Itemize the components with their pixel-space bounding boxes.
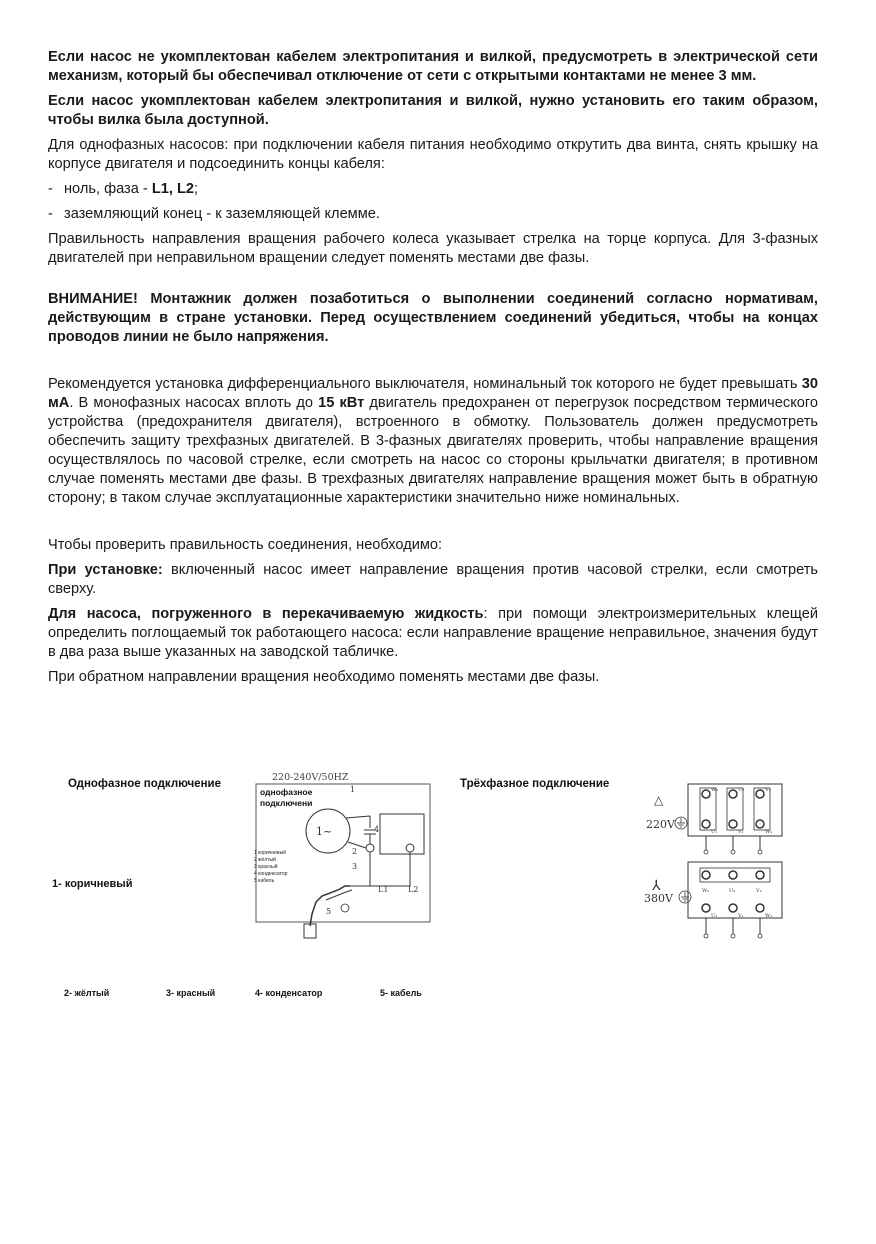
list-item-ground: - заземляющий конец - к заземляющей клемме. [48,206,380,222]
three-phase-title: Трёхфазное подключение [460,778,610,790]
diagram-title-2: подключени [260,798,313,808]
svg-text:V₁: V₁ [738,913,744,919]
wiring-figure [0,760,876,1020]
legend-red: 3- красный [166,988,216,998]
svg-text:U₂: U₂ [729,888,736,894]
document-body [48,48,818,693]
para-submerged: Для насоса, погруженного в перекачиваемую жидкость: при помощи электроизмерительных клещей определить поглощаемый ток работающего насоса: если направление вращение неправильное, значения будут в два раза выше указанных на заводской табличке. [48,606,818,660]
terminal-box [380,814,424,854]
svg-text:W₂: W₂ [702,888,710,894]
svg-text:L1: L1 [378,885,389,894]
svg-text:5: 5 [326,907,332,916]
para-breaker: Рекомендуется установка дифференциального выключателя, номинальный ток которого не будет превышать 30 мА. В монофазных насосах вплоть до 15 кВт двигатель предохранен от перегрузок посредством термического устройства (предохранителя двигателя), встроенного в обмотку. Пользователь должен предусмотреть обеспечить защиту трехфазных двигателей. В 3-фазных двигателях проверить, чтобы направление вращения осуществлялось по часовой стрелке, если смотреть на насос со стороны крыльчатки двигателя; в противном случае поменять местами две фазы. В трехфазных двигателях направление вращения может быть в обратную сторону; в таком случае эксплуатационные характеристики значительно ниже номинальных. [48,376,818,506]
warning-text: ВНИМАНИЕ! Монтажник должен позаботиться о выполнении соединений согласно нормативам, действующим в стране установки. Перед осуществлением соединений убедиться, чтобы на концах проводов линии не было напряжения. [48,291,818,345]
svg-text:5 кабель: 5 кабель [254,878,275,884]
svg-text:L2: L2 [408,885,419,894]
ground-icon [678,890,692,904]
ground-symbol [341,904,349,912]
svg-text:V₂: V₂ [765,787,771,793]
svg-text:2: 2 [352,847,358,856]
list-item-phase: - ноль, фаза - L1, L2; [48,181,199,197]
svg-text:3 красный: 3 красный [254,864,278,870]
svg-text:4 конденсатор: 4 конденсатор [254,871,288,877]
plug [304,924,316,938]
svg-text:W₂: W₂ [711,787,719,793]
delta-symbol: △ [654,793,664,807]
para-with-cable: Если насос укомплектован кабелем электропитания и вилкой, нужно установить его таким образом, чтобы вилка была доступной. [48,93,818,128]
ground-icon [674,816,688,830]
svg-text:U₁: U₁ [711,913,718,919]
legend-cable: 5- кабель [380,988,422,998]
single-phase-diagram [250,768,440,943]
svg-text:1: 1 [350,785,356,794]
svg-text:U₁: U₁ [711,829,718,835]
motor-ac-symbol: 1~ [316,825,333,838]
para-rotation: Правильность направления вращения рабочего колеса указывает стрелка на торце корпуса. Для 3-фазных двигателей при неправильном вращении следует поменять местами две фазы. [48,231,818,266]
cable-path [310,886,350,926]
diagram-title-1: однофазное [260,787,313,797]
para-install: При установке: включенный насос имеет направление вращения против часовой стрелки, если смотреть сверху. [48,562,818,597]
svg-text:U₂: U₂ [738,787,745,793]
legend-yellow: 2- жёлтый [64,988,110,998]
star-symbol: ⅄ [652,878,661,894]
legend-capacitor: 4- конденсатор [255,988,323,998]
svg-text:2 жёлтый: 2 жёлтый [254,857,276,863]
star-voltage: 380V [644,892,673,905]
para-reverse: При обратном направлении вращения необходимо поменять местами две фазы. [48,669,600,685]
delta-voltage: 220V [646,818,675,831]
svg-text:V₂: V₂ [756,888,762,894]
svg-text:W₁: W₁ [765,913,773,919]
svg-text:W₁: W₁ [765,829,773,835]
voltage-label: 220-240V/50HZ [272,772,349,783]
para-check: Чтобы проверить правильность соединения, необходимо: [48,537,443,553]
svg-text:3: 3 [352,862,358,871]
single-phase-title: Однофазное подключение [68,778,221,790]
para-no-cable: Если насос не укомплектован кабелем электропитания и вилкой, предусмотреть в электрической сети механизм, который бы обеспечивал отключение от сети с открытыми контактами не менее 3 мм. [48,49,818,84]
svg-text:4: 4 [374,825,380,834]
legend-brown: 1- коричневый [52,878,133,890]
svg-text:V₁: V₁ [738,829,744,835]
svg-text:1 коричневый: 1 коричневый [254,850,286,856]
three-phase-diagram [640,780,790,950]
para-single-phase: Для однофазных насосов: при подключении кабеля питания необходимо открутить два винта, снять крышку на корпусе двигателя и подсоединить концы кабеля: [48,137,818,172]
